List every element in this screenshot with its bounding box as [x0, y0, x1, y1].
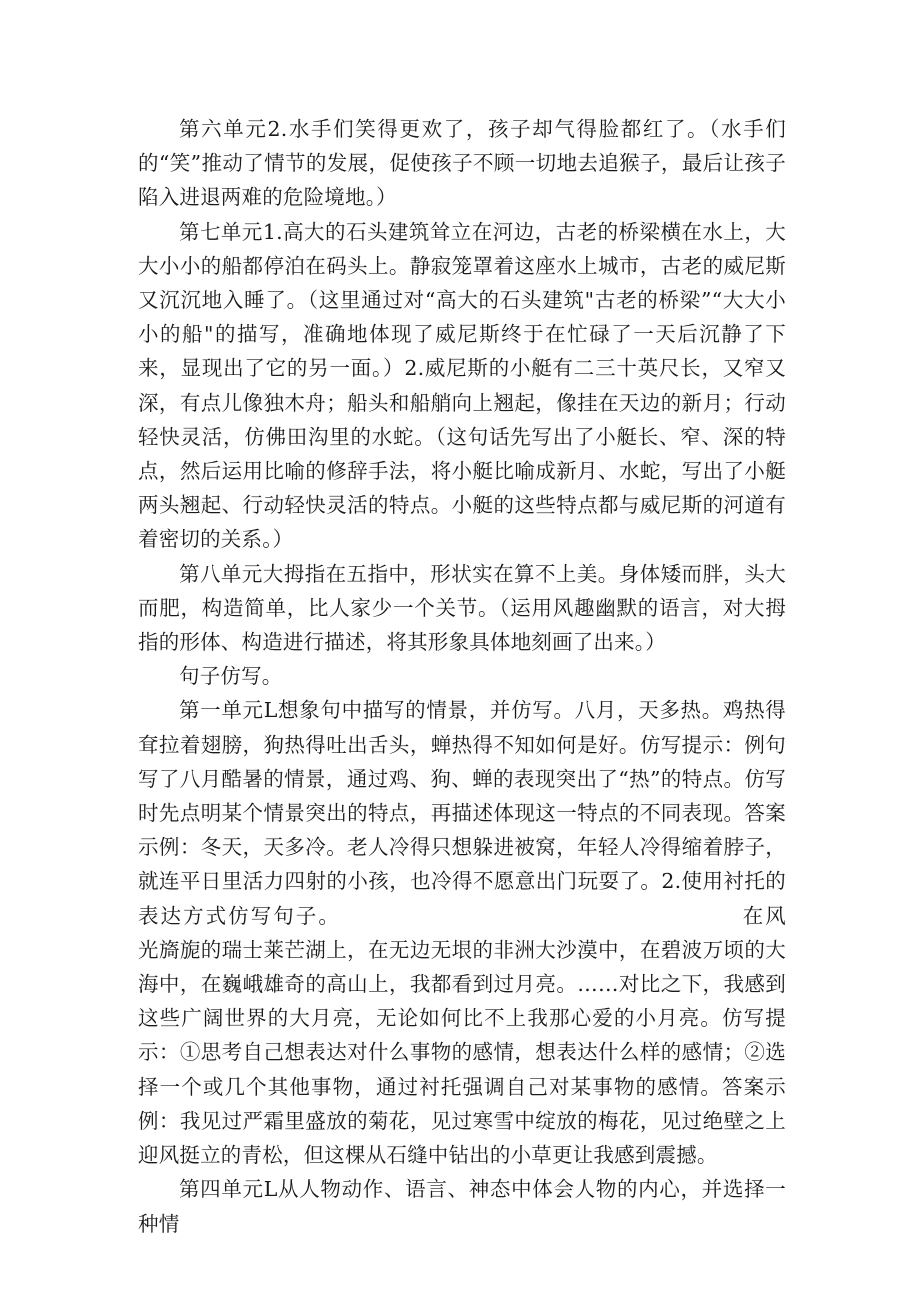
paragraph-unit-1	[138, 693, 786, 1172]
paragraph-unit-8: 第八单元大拇指在五指中，形状实在算不上美。身体矮而胖，头大而肥，构造简单，比人家少一个关节。（运用风趣幽默的语言，对大拇指的形体、构造进行描述，将其形象具体地刻画了出来。）	[138, 561, 786, 655]
document-page	[138, 112, 786, 1241]
paragraph-unit-1-text: 第一单元L想象句中描写的情景，并仿写。八月，天多热。鸡热得耷拉着翅膀，狗热得吐出舌头，蝉热得不知如何是好。仿写提示：例句写了八月酷暑的情景，通过鸡、狗、蝉的表现突出了“热”的特点。仿写时先点明某个情景突出的特点，再描述体现这一特点的不同表现。答案示例：冬天，天多冷。老人冷得只想躲进被窝，年轻人冷得缩着脖子，就连平日里活力四射的小孩，也冷得不愿意出门玩耍了。2.使用衬托的表达方式仿写句子。	[138, 698, 786, 928]
paragraph-unit-6: 第六单元2.水手们笑得更欢了，孩子却气得脸都红了。（水手们的“笑”推动了情节的发展，促使孩子不顾一切地去追猴子，最后让孩子陷入进退两难的危险境地。）	[138, 117, 786, 210]
paragraph-unit-7: 第七单元1.高大的石头建筑耸立在河边，古老的桥梁横在水上，大大小小的船都停泊在码头上。静寂笼罩着这座水上城市，古老的威尼斯又沉沉地入睡了。（这里通过对“高大的石头建筑"古老的桥梁”“大大小小的船"的描写，准确地体现了威尼斯终于在忙碌了一天后沉静了下来，显现出了它的另一面。）2.威尼斯的小艇有二三十英尺长，又窄又深，有点儿像独木舟；船头和船艄向上翘起，像挂在天边的新月；行动轻快灵活，仿佛田沟里的水蛇。（这句话先写出了小艇长、窄、深的特点，然后运用比喻的修辞手法，将小艇比喻成新月、水蛇，写出了小艇两头翘起、行动轻快灵活的特点。小艇的这些特点都与威尼斯的河道有着密切的关系。）	[138, 219, 786, 552]
paragraph-unit-4: 第四单元L从人物动作、语言、神态中体会人物的内心，并选择一种情	[138, 1177, 786, 1236]
paragraph-unit-1-example: 在风光旖旎的瑞士莱芒湖上，在无边无垠的非洲大沙漠中，在碧波万顷的大海中，在巍峨雄奇的高山上，我都看到过月亮。……对比之下，我感到这些广阔世界的大月亮，无论如何比不上我那心爱的小月亮。仿写提示：①思考自己想表达对什么事物的感情，想表达什么样的感情；②选择一个或几个其他事物，通过衬托强调自己对某事物的感情。答案示例：我见过严霜里盛放的菊花，见过寒雪中绽放的梅花，见过绝壁之上迎风挺立的青松，但这棵从石缝中钻出的小草更让我感到震撼。	[138, 903, 786, 1168]
section-heading-sentence-imitation: 句子仿写。	[179, 664, 283, 689]
